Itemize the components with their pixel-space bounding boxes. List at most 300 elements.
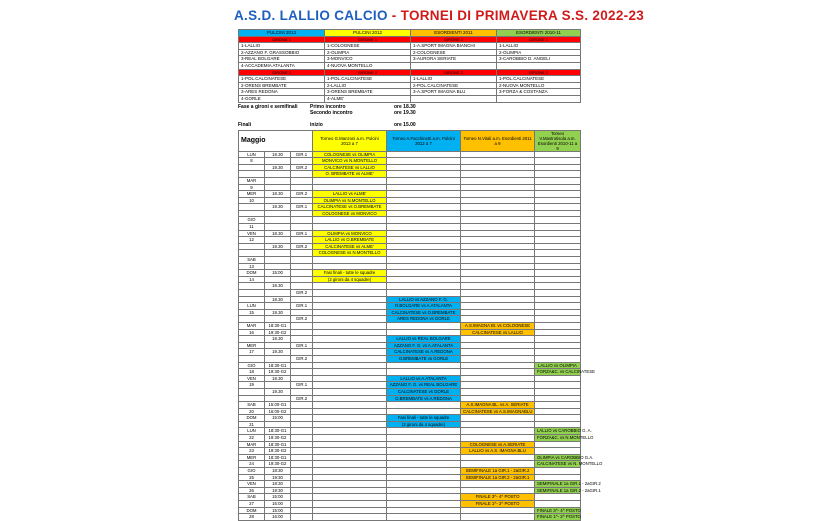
day-cell: 10 [239, 197, 265, 204]
match-cell [313, 224, 387, 231]
group-cell: 3-FORZA & COSTANZA [497, 89, 581, 96]
schedule-row [239, 481, 581, 488]
match-cell: O. BREMBATE vs ALME' [313, 171, 387, 178]
girone-cell [291, 336, 313, 343]
match-cell [535, 501, 581, 508]
time-cell [265, 184, 291, 191]
group-cell: ESORDIENTI 2010-11 [497, 30, 581, 37]
match-cell [535, 290, 581, 297]
group-cell: GIRONE 1 [497, 36, 581, 43]
day-cell [239, 316, 265, 323]
match-cell [535, 468, 581, 475]
schedule-row [239, 204, 581, 211]
match-cell [387, 276, 461, 283]
group-cell: 2-NUOVA MONTELLO [497, 82, 581, 89]
time-cell: 19.30 [265, 283, 291, 290]
match-cell [461, 197, 535, 204]
first-match-time: ore 18.30 [394, 103, 416, 110]
match-cell [461, 415, 535, 422]
match-cell [313, 454, 387, 461]
match-cell [461, 171, 535, 178]
match-cell: FINALE 1^- 2^ POSTO [535, 514, 581, 521]
group-cell: 1-A.SPORT IMAGNA BIANCHI [411, 43, 497, 50]
day-cell: 13 [239, 263, 265, 270]
match-cell [461, 191, 535, 198]
match-cell [313, 257, 387, 264]
day-cell: GIO [239, 217, 265, 224]
girone-cell [291, 481, 313, 488]
girone-cell [291, 224, 313, 231]
group-cell: 2-COLOGNESE [411, 49, 497, 56]
group-cell [411, 95, 497, 102]
time-cell: 18:30-G1 [265, 441, 291, 448]
day-cell [239, 250, 265, 257]
day-cell [239, 171, 265, 178]
girone-cell [291, 296, 313, 303]
day-cell: 26 [239, 487, 265, 494]
match-cell [535, 184, 581, 191]
schedule-row [239, 184, 581, 191]
schedule-row [239, 177, 581, 184]
page-title [234, 8, 645, 23]
schedule-row [239, 342, 581, 349]
match-cell: CALCINATESE vs N. MONTELLO [535, 461, 581, 468]
match-cell [461, 290, 535, 297]
match-cell: OLIMPIA vs N.MONTELLO [313, 197, 387, 204]
match-cell: ARES REDONA vs GORLE [387, 316, 461, 323]
match-cell [313, 349, 387, 356]
day-cell [239, 336, 265, 343]
day-cell: DOM [239, 270, 265, 277]
girone-cell [291, 309, 313, 316]
match-cell [387, 197, 461, 204]
match-cell [313, 395, 387, 402]
match-cell [313, 336, 387, 343]
match-cell: SEMIFINALE 1a GIR.1 - 2aGIR.2 [535, 481, 581, 488]
match-cell: LALLIO vs AZZANO F. G. [387, 296, 461, 303]
time-cell: 19.30 [265, 204, 291, 211]
day-cell [239, 283, 265, 290]
match-cell [313, 514, 387, 521]
time-cell [265, 316, 291, 323]
day-cell: DOM [239, 415, 265, 422]
girone-cell [291, 276, 313, 283]
match-cell [535, 158, 581, 165]
schedule-row [239, 402, 581, 409]
match-cell [387, 329, 461, 336]
match-cell [387, 263, 461, 270]
match-cell [535, 224, 581, 231]
schedule-row [239, 309, 581, 316]
schedule-row [239, 237, 581, 244]
girone-cell [291, 454, 313, 461]
match-cell [535, 250, 581, 257]
match-cell [387, 428, 461, 435]
match-cell [461, 224, 535, 231]
schedule-row [239, 250, 581, 257]
group-team-row [239, 49, 581, 56]
match-cell [535, 204, 581, 211]
match-cell: LALLIO vs A.ATALANTA [387, 375, 461, 382]
day-cell: 15 [239, 309, 265, 316]
match-cell [387, 435, 461, 442]
match-cell [313, 435, 387, 442]
match-cell [387, 362, 461, 369]
time-cell [265, 263, 291, 270]
time-cell: 18.30 [265, 191, 291, 198]
group-cell [411, 62, 497, 69]
time-cell [265, 158, 291, 165]
match-cell [387, 283, 461, 290]
schedule-row [239, 461, 581, 468]
group-team-row [239, 82, 581, 89]
match-cell [313, 408, 387, 415]
day-cell: MAR [239, 322, 265, 329]
group-cell: 1-LALLIO [411, 76, 497, 83]
day-cell: 14 [239, 276, 265, 283]
match-cell [313, 428, 387, 435]
match-cell [387, 250, 461, 257]
day-cell: 21 [239, 421, 265, 428]
group-team-row [239, 95, 581, 102]
match-cell [535, 355, 581, 362]
match-cell [387, 474, 461, 481]
match-cell [387, 191, 461, 198]
match-cell [313, 329, 387, 336]
match-cell [461, 355, 535, 362]
girone-cell: GIR.1 [291, 382, 313, 389]
match-cell [461, 276, 535, 283]
match-cell [461, 507, 535, 514]
day-cell: SAB [239, 402, 265, 409]
match-cell: Fasi finali - tutte le squadre [313, 270, 387, 277]
match-cell [387, 481, 461, 488]
girone-cell [291, 428, 313, 435]
match-cell [535, 388, 581, 395]
day-cell [239, 395, 265, 402]
schedule-row [239, 369, 581, 376]
match-cell: COLOGNESE vs A.SERIATE [461, 441, 535, 448]
day-cell: VEN [239, 375, 265, 382]
schedule-row [239, 395, 581, 402]
time-cell: 19:30-G2 [265, 461, 291, 468]
group-cell [497, 62, 581, 69]
group-cell: 4-ALME' [325, 95, 411, 102]
match-cell [387, 454, 461, 461]
time-cell: 19.30 [265, 243, 291, 250]
match-cell: LALLIO vs ALME' [313, 191, 387, 198]
girone-cell [291, 237, 313, 244]
match-cell [387, 230, 461, 237]
match-cell [535, 448, 581, 455]
girone-cell [291, 494, 313, 501]
match-cell [535, 257, 581, 264]
match-cell [313, 468, 387, 475]
match-cell [461, 303, 535, 310]
match-cell [313, 290, 387, 297]
match-cell [387, 448, 461, 455]
category-header-row [239, 30, 581, 37]
match-cell [535, 421, 581, 428]
match-cell: LALLIO vs CAROBBIO G. A. [535, 428, 581, 435]
match-cell [535, 270, 581, 277]
match-cell: FINALE 1^- 2^ POSTO [461, 501, 535, 508]
girone-cell [291, 362, 313, 369]
match-cell: CALCINATESE vs A.REDONA [387, 349, 461, 356]
time-cell: 19:30 [265, 487, 291, 494]
match-cell [313, 375, 387, 382]
day-cell: GIO [239, 362, 265, 369]
girone-1-row [239, 36, 581, 43]
schedule-row [239, 303, 581, 310]
match-cell [461, 243, 535, 250]
match-cell [461, 454, 535, 461]
match-cell [535, 382, 581, 389]
time-cell: 15:00 [265, 494, 291, 501]
match-cell [313, 217, 387, 224]
schedule-row [239, 171, 581, 178]
group-cell: 1-POL.CALCINATESE [239, 76, 325, 83]
schedule-row [239, 151, 581, 158]
schedule-row [239, 415, 581, 422]
day-cell: MAR [239, 177, 265, 184]
tournament-header-3: Torneo N.Vitali a.m. Esordienti 2011 a 9 [461, 130, 535, 151]
schedule-row [239, 224, 581, 231]
girone-cell [291, 257, 313, 264]
day-cell: MER [239, 454, 265, 461]
time-cell [265, 257, 291, 264]
match-cell: MONVICO vs N.MONTELLO [313, 158, 387, 165]
finals-start-time: ore 15.00 [394, 121, 416, 128]
match-cell [461, 309, 535, 316]
match-cell [535, 230, 581, 237]
match-cell [313, 415, 387, 422]
day-cell: 28 [239, 514, 265, 521]
match-cell: CALCINATESE vs A.S.IMAGNABLU [461, 408, 535, 415]
schedule-row [239, 441, 581, 448]
match-cell [387, 158, 461, 165]
match-cell [535, 263, 581, 270]
girone-cell: GIR.2 [291, 191, 313, 198]
day-cell [239, 210, 265, 217]
group-cell: 3-ORENS BREMBATE [325, 89, 411, 96]
day-cell: 23 [239, 448, 265, 455]
match-cell [461, 230, 535, 237]
day-cell: GIO [239, 468, 265, 475]
group-cell: 1-POL.CALCINATESE [497, 76, 581, 83]
match-cell [313, 322, 387, 329]
match-cell [313, 184, 387, 191]
match-cell: FINALE 3^- 4^ POSTO [461, 494, 535, 501]
match-cell [461, 217, 535, 224]
time-cell [265, 210, 291, 217]
match-cell [387, 468, 461, 475]
day-cell: LUN [239, 151, 265, 158]
match-cell [461, 237, 535, 244]
match-cell [387, 402, 461, 409]
schedule-row [239, 283, 581, 290]
schedule-row [239, 507, 581, 514]
time-cell [265, 197, 291, 204]
match-cell [535, 197, 581, 204]
match-cell [387, 514, 461, 521]
match-cell [461, 270, 535, 277]
time-cell: 18.30 [265, 151, 291, 158]
second-match-time: ore 19.30 [394, 109, 416, 116]
match-cell [535, 303, 581, 310]
girone-cell [291, 415, 313, 422]
match-cell [535, 375, 581, 382]
match-cell: CALCINATESE vs LALLIO [461, 329, 535, 336]
time-cell: 19.30 [265, 309, 291, 316]
match-cell [313, 501, 387, 508]
time-cell: 19.30 [265, 349, 291, 356]
match-cell [461, 514, 535, 521]
match-cell [387, 224, 461, 231]
time-cell: 19:30-G2 [265, 369, 291, 376]
girone-cell [291, 197, 313, 204]
girone-cell: GIR.1 [291, 230, 313, 237]
girone-cell: GIR.1 [291, 303, 313, 310]
schedule-row [239, 191, 581, 198]
match-cell [461, 382, 535, 389]
match-cell: (2 gironi da 4 squadre) [387, 421, 461, 428]
match-cell: CALCINATESE vs O.BREMBATE [313, 204, 387, 211]
day-cell [239, 388, 265, 395]
match-cell: AZZANO F. G. vs REAL BOLGARE [387, 382, 461, 389]
match-cell: CALCINATESE vs GORLE [387, 388, 461, 395]
match-cell [313, 388, 387, 395]
match-cell [535, 474, 581, 481]
match-cell: FINALE 3^- 4^ POSTO [535, 507, 581, 514]
schedule-row [239, 296, 581, 303]
match-cell [313, 263, 387, 270]
match-cell: COLOGNESE vs N.MONTELLO [313, 250, 387, 257]
group-cell: PULCINI 2012 [325, 30, 411, 37]
group-cell: GIRONE 1 [411, 36, 497, 43]
match-cell [535, 276, 581, 283]
match-cell [313, 487, 387, 494]
schedule-row [239, 382, 581, 389]
match-cell [535, 237, 581, 244]
match-cell [535, 210, 581, 217]
day-cell: MER [239, 342, 265, 349]
girone-cell [291, 514, 313, 521]
match-cell: LALLIO vs OLIMPIA [535, 362, 581, 369]
match-cell: SEMIFINALE 1a GIR.2 - 2aGIR.1 [535, 487, 581, 494]
time-cell [265, 224, 291, 231]
girone-2-row [239, 69, 581, 76]
match-cell [461, 349, 535, 356]
day-cell: 8 [239, 158, 265, 165]
girone-cell [291, 283, 313, 290]
match-cell [535, 415, 581, 422]
girone-cell [291, 468, 313, 475]
match-cell [313, 507, 387, 514]
document-page [234, 8, 645, 521]
girone-cell [291, 210, 313, 217]
match-cell [387, 290, 461, 297]
match-cell [387, 322, 461, 329]
time-cell [265, 290, 291, 297]
match-cell [535, 243, 581, 250]
time-cell [265, 303, 291, 310]
phases-info [238, 104, 580, 128]
day-cell [239, 204, 265, 211]
schedule-row [239, 270, 581, 277]
match-cell [461, 435, 535, 442]
schedule-row [239, 428, 581, 435]
match-cell [313, 283, 387, 290]
girone-cell [291, 408, 313, 415]
day-cell: 12 [239, 237, 265, 244]
match-cell [535, 441, 581, 448]
day-cell [239, 355, 265, 362]
day-cell: VEN [239, 230, 265, 237]
first-match-label: Primo incontro [310, 103, 346, 110]
match-cell [535, 329, 581, 336]
girone-cell [291, 487, 313, 494]
match-cell: O.BREMBATE vs A.REDONA [387, 395, 461, 402]
schedule-row [239, 494, 581, 501]
match-cell [387, 507, 461, 514]
time-cell [265, 177, 291, 184]
match-cell [387, 257, 461, 264]
match-cell [535, 408, 581, 415]
time-cell: 15:00 [265, 270, 291, 277]
match-cell [461, 316, 535, 323]
match-cell [387, 151, 461, 158]
girone-cell: GIR.2 [291, 395, 313, 402]
group-cell: PULCINI 2013 [239, 30, 325, 37]
match-cell: Fasi finali - tutte le squadre [387, 415, 461, 422]
match-cell: LALLIO vs A.S. IMAGNA BLU [461, 448, 535, 455]
girone-cell [291, 435, 313, 442]
girone-cell [291, 461, 313, 468]
schedule-row [239, 514, 581, 521]
match-cell [313, 369, 387, 376]
match-cell [461, 164, 535, 171]
groups-table [238, 29, 581, 103]
girone-cell [291, 375, 313, 382]
schedule-row [239, 349, 581, 356]
match-cell [313, 461, 387, 468]
time-cell: 18.30 [265, 230, 291, 237]
schedule-row [239, 322, 581, 329]
time-cell: 18.30 [265, 375, 291, 382]
group-cell: 2-OLIMPIA [497, 49, 581, 56]
girone-cell [291, 158, 313, 165]
day-cell: LUN [239, 428, 265, 435]
schedule-row [239, 501, 581, 508]
match-cell [535, 177, 581, 184]
title-subtitle: - TORNEI DI PRIMAVERA S.S. 2022-23 [387, 8, 645, 23]
group-cell: 3-A.SPORT IMAGNA BLU [411, 89, 497, 96]
day-cell: 24 [239, 461, 265, 468]
time-cell: 15:00 [265, 507, 291, 514]
group-cell: ESORDIENTI 2011 [411, 30, 497, 37]
time-cell: 16:00 [265, 501, 291, 508]
match-cell [535, 164, 581, 171]
group-cell: GIRONE 2 [497, 69, 581, 76]
girone-cell [291, 263, 313, 270]
match-cell: OLIMPIA vs MONVICO [313, 230, 387, 237]
match-cell: CALCINATESE vs O.BREMBATE [387, 309, 461, 316]
time-cell: 15:00-G1 [265, 402, 291, 409]
time-cell: 18:30 [265, 481, 291, 488]
schedule-row [239, 408, 581, 415]
match-cell [387, 501, 461, 508]
